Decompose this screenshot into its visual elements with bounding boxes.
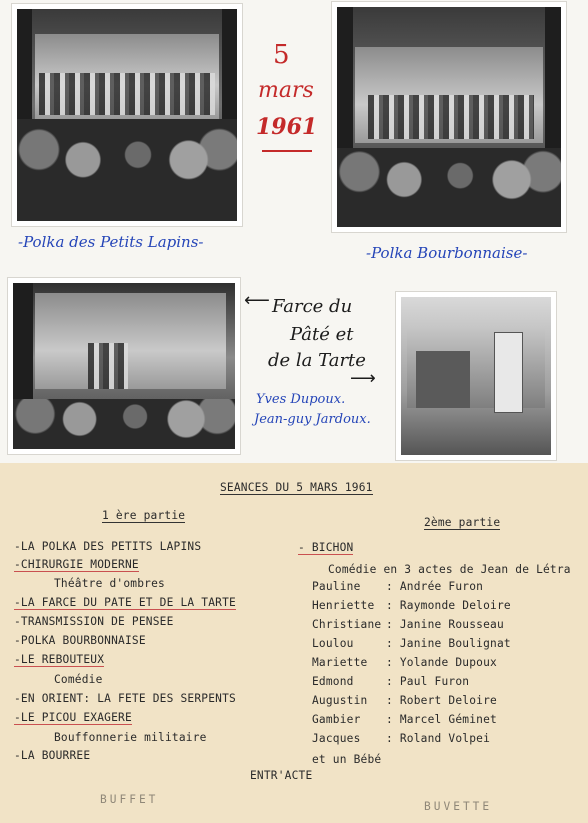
program-title: SEANCES DU 5 MARS 1961 xyxy=(220,481,373,494)
caption-farce-line1: Farce du xyxy=(272,296,353,317)
part1-item-subtitle: Théâtre d'ombres xyxy=(54,577,165,590)
date-underline xyxy=(262,150,312,152)
caption-farce-line2: Pâté et xyxy=(290,324,354,345)
cast-extra: et un Bébé xyxy=(312,753,382,766)
arrow-right-icon: ⟶ xyxy=(350,368,376,389)
entracte-label: ENTR'ACTE xyxy=(250,769,313,782)
part1-item: -LA FARCE DU PATE ET DE LA TARTE xyxy=(14,596,236,609)
photo-polka-bourbonnaise xyxy=(332,2,566,232)
part2-subtitle: Comédie en 3 actes de Jean de Létra xyxy=(328,563,571,576)
cast-actor: : Yolande Dupoux xyxy=(386,656,497,669)
cast-actor: : Andrée Furon xyxy=(386,580,484,593)
cast-actor: : Marcel Géminet xyxy=(386,713,497,726)
part1-heading: 1 ère partie xyxy=(102,509,186,522)
cast-actor: : Roland Volpei xyxy=(386,732,491,745)
part1-item: -TRANSMISSION DE PENSEE xyxy=(14,615,174,628)
cast-actor: : Janine Boulignat xyxy=(386,637,511,650)
part2-heading: 2ème partie xyxy=(424,516,501,529)
arrow-left-icon: ⟵ xyxy=(244,290,270,311)
cast-role: Christiane xyxy=(312,618,382,631)
cast-role: Pauline xyxy=(312,580,361,593)
buffet-label: BUFFET xyxy=(100,793,159,806)
part2-title: - BICHON xyxy=(298,541,354,554)
part1-item: -CHIRURGIE MODERNE xyxy=(14,558,139,571)
part1-item: -EN ORIENT: LA FETE DES SERPENTS xyxy=(14,692,236,705)
cast-role: Jacques xyxy=(312,732,361,745)
cast-actor: : Raymonde Deloire xyxy=(386,599,511,612)
date-year: 1961 xyxy=(256,114,318,140)
caption-actor-jeanguy: Jean-guy Jardoux. xyxy=(254,412,371,427)
part1-item-subtitle: Comédie xyxy=(54,673,103,686)
cast-role: Gambier xyxy=(312,713,361,726)
cast-actor: : Janine Rousseau xyxy=(386,618,504,631)
part1-item: -POLKA BOURBONNAISE xyxy=(14,634,146,647)
cast-role: Augustin xyxy=(312,694,368,707)
photo-polka-lapins xyxy=(12,4,242,226)
photo-farce-decor xyxy=(396,292,556,460)
date-day: 5 xyxy=(273,40,290,70)
part1-item: -LE REBOUTEUX xyxy=(14,653,105,666)
buvette-label: BUVETTE xyxy=(424,800,493,813)
part1-item: -LA POLKA DES PETITS LAPINS xyxy=(14,540,202,553)
date-month: mars xyxy=(258,78,314,103)
caption-polka-lapins: -Polka des Petits Lapins- xyxy=(18,233,204,251)
cast-role: Loulou xyxy=(312,637,354,650)
cast-role: Henriette xyxy=(312,599,375,612)
caption-actor-yves: Yves Dupoux. xyxy=(256,392,346,407)
cast-actor: : Paul Furon xyxy=(386,675,470,688)
part1-item: -LE PICOU EXAGERE xyxy=(14,711,132,724)
cast-role: Edmond xyxy=(312,675,354,688)
caption-farce-line3: de la Tarte xyxy=(268,350,366,371)
cast-role: Mariette xyxy=(312,656,368,669)
part1-item: -LA BOURREE xyxy=(14,749,91,762)
part1-item-subtitle: Bouffonnerie militaire xyxy=(54,731,207,744)
program-sheet xyxy=(0,463,588,823)
caption-polka-bourbonnaise: -Polka Bourbonnaise- xyxy=(366,244,528,262)
cast-actor: : Robert Deloire xyxy=(386,694,497,707)
photo-farce-stage xyxy=(8,278,240,454)
